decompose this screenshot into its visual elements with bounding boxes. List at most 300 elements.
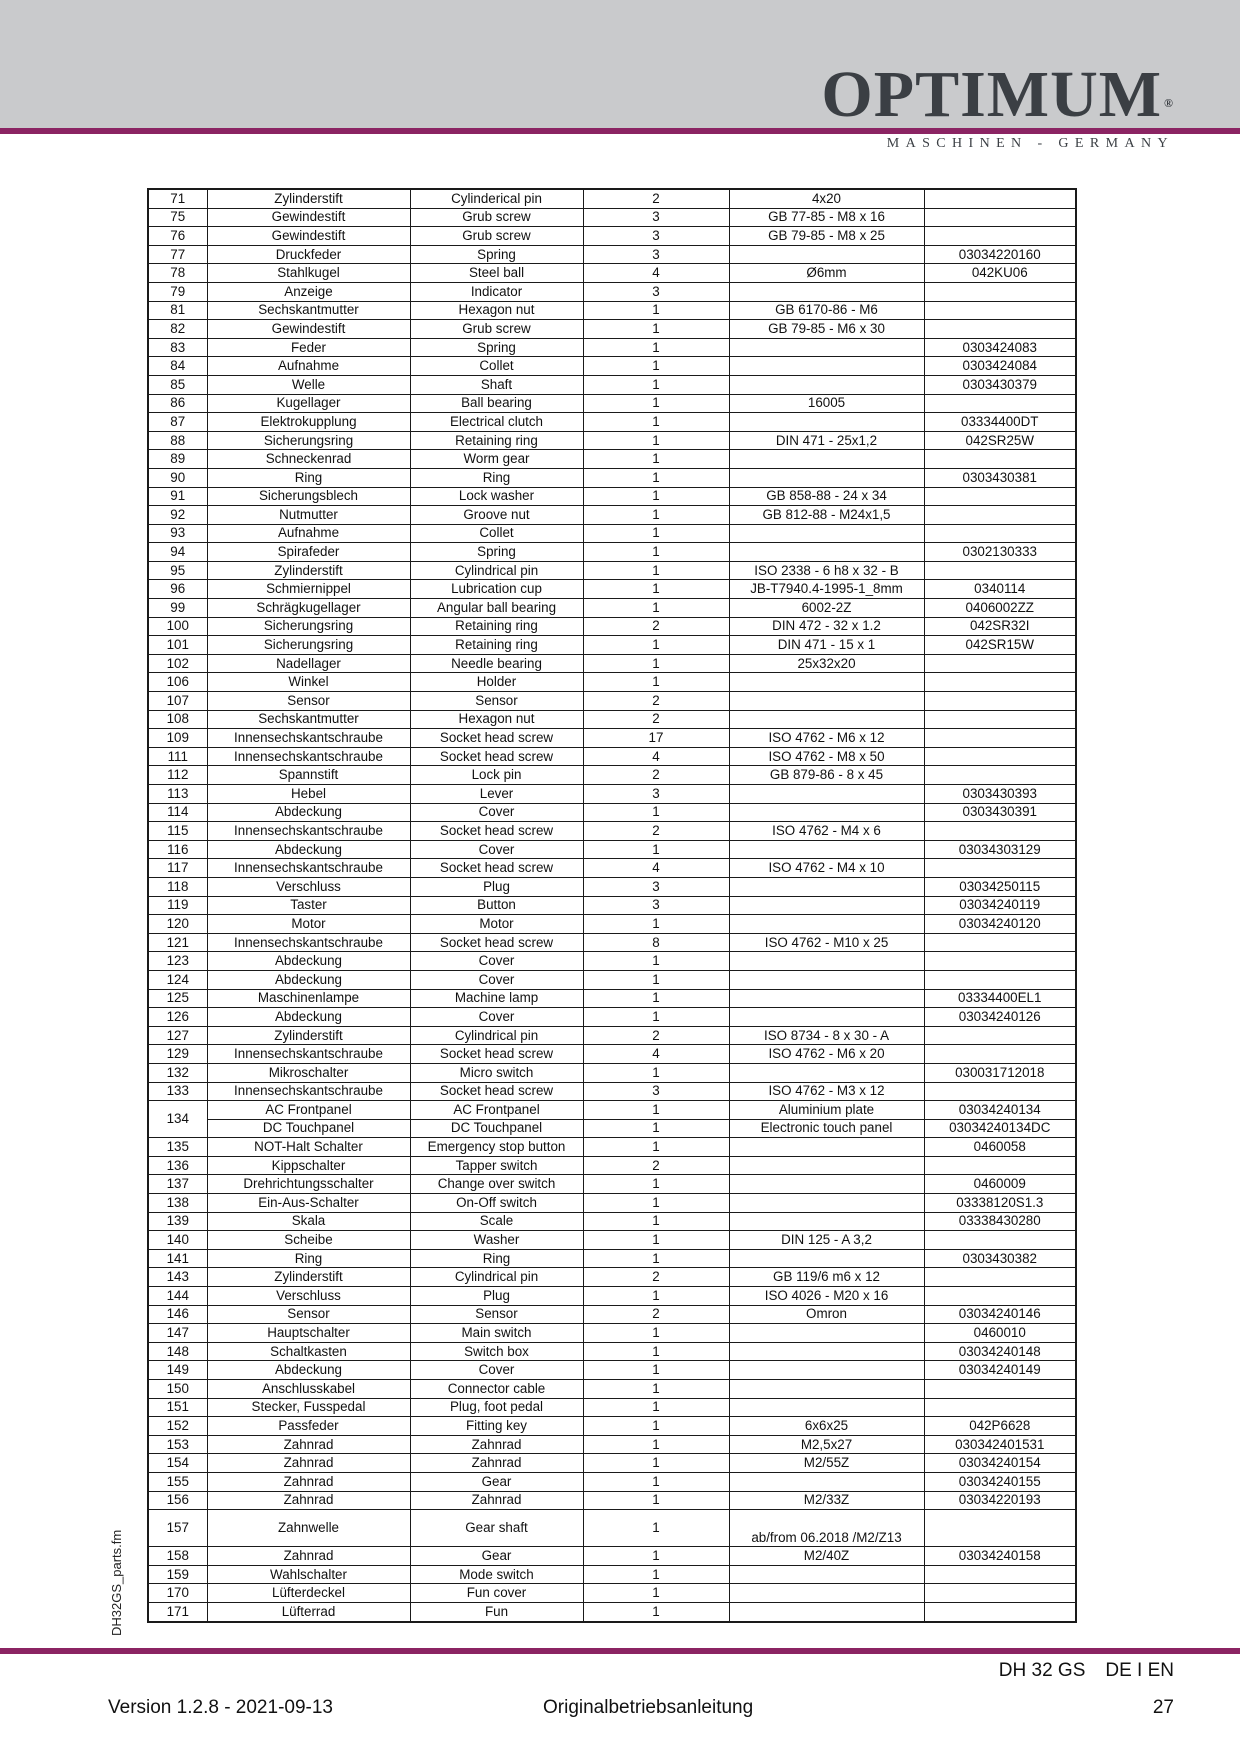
table-row (148, 654, 1076, 673)
table-cell: Cover (410, 970, 583, 989)
table-row (148, 1584, 1076, 1603)
table-cell: Ein-Aus-Schalter (207, 1194, 410, 1213)
table-cell: 3 (583, 877, 729, 896)
table-row (148, 970, 1076, 989)
table-cell: 0460009 (924, 1175, 1076, 1194)
table-cell: Schrägkugellager (207, 599, 410, 618)
table-cell: Socket head screw (410, 859, 583, 878)
table-cell: Taster (207, 896, 410, 915)
table-cell: Zahnwelle (207, 1510, 410, 1547)
table-cell: Wahlschalter (207, 1565, 410, 1584)
table-cell: Groove nut (410, 506, 583, 525)
brand-subtitle: MASCHINEN - GERMANY (886, 136, 1174, 151)
table-cell: Sicherungsring (207, 636, 410, 655)
table-row (148, 301, 1076, 320)
table-row (148, 989, 1076, 1008)
table-cell: GB 77-85 - M8 x 16 (729, 208, 924, 227)
table-cell: Sensor (410, 692, 583, 711)
table-cell: 123 (148, 952, 207, 971)
table-cell: 106 (148, 673, 207, 692)
table-cell: Hauptschalter (207, 1324, 410, 1343)
table-cell: 1 (583, 1510, 729, 1547)
table-cell: Tapper switch (410, 1156, 583, 1175)
table-cell: 1 (583, 375, 729, 394)
table-row (148, 227, 1076, 246)
table-cell: 03034240134 (924, 1101, 1076, 1120)
table-cell: Cylinderical pin (410, 189, 583, 208)
table-cell: 124 (148, 970, 207, 989)
table-cell: Angular ball bearing (410, 599, 583, 618)
table-cell: 03034240155 (924, 1472, 1076, 1491)
table-cell: JB-T7940.4-1995-1_8mm (729, 580, 924, 599)
table-cell: 117 (148, 859, 207, 878)
table-cell: 1 (583, 1491, 729, 1510)
table-cell: Zylinderstift (207, 561, 410, 580)
table-cell: Mikroschalter (207, 1063, 410, 1082)
table-cell: Abdeckung (207, 840, 410, 859)
table-cell: 16005 (729, 394, 924, 413)
table-cell (924, 394, 1076, 413)
table-cell: DIN 471 - 25x1,2 (729, 431, 924, 450)
table-cell: 0460010 (924, 1324, 1076, 1343)
table-cell: Change over switch (410, 1175, 583, 1194)
table-cell: 1 (583, 1398, 729, 1417)
table-cell: 126 (148, 1008, 207, 1027)
table-row (148, 1361, 1076, 1380)
table-cell: 6002-2Z (729, 599, 924, 618)
table-cell: 149 (148, 1361, 207, 1380)
table-cell (729, 1472, 924, 1491)
table-row (148, 282, 1076, 301)
table-cell: 84 (148, 357, 207, 376)
table-cell: 81 (148, 301, 207, 320)
table-cell (729, 896, 924, 915)
table-cell: 030342401531 (924, 1435, 1076, 1454)
table-cell: Cylindrical pin (410, 1026, 583, 1045)
table-cell: Needle bearing (410, 654, 583, 673)
table-cell: Fun (410, 1602, 583, 1621)
table-row (148, 264, 1076, 283)
table-row (148, 1305, 1076, 1324)
table-cell: 042SR32I (924, 617, 1076, 636)
table-cell: 127 (148, 1026, 207, 1045)
table-cell: Mode switch (410, 1565, 583, 1584)
table-cell (729, 245, 924, 264)
table-row (148, 450, 1076, 469)
table-cell: ISO 2338 - 6 h8 x 32 - B (729, 561, 924, 580)
table-cell: 93 (148, 524, 207, 543)
table-cell: Winkel (207, 673, 410, 692)
table-cell: Plug, foot pedal (410, 1398, 583, 1417)
table-cell: 89 (148, 450, 207, 469)
table-row (148, 1472, 1076, 1491)
table-cell: Collet (410, 357, 583, 376)
table-cell: ISO 4762 - M4 x 6 (729, 822, 924, 841)
table-cell: 25x32x20 (729, 654, 924, 673)
table-row (148, 1045, 1076, 1064)
brand-logo (821, 58, 1174, 152)
table-cell (729, 1156, 924, 1175)
table-cell: 03034303129 (924, 840, 1076, 859)
table-cell: 1 (583, 952, 729, 971)
table-cell (729, 1063, 924, 1082)
table-cell: ISO 4762 - M3 x 12 (729, 1082, 924, 1101)
table-cell: AC Frontpanel (207, 1101, 410, 1120)
table-cell: 2 (583, 1026, 729, 1045)
table-cell: On-Off switch (410, 1194, 583, 1213)
footer-model: DH 32 GS (998, 1660, 1086, 1681)
table-cell (729, 468, 924, 487)
table-cell: Sechskantmutter (207, 710, 410, 729)
table-cell: 1 (583, 1119, 729, 1138)
table-row (148, 1175, 1076, 1194)
table-cell: 132 (148, 1063, 207, 1082)
table-cell (924, 1156, 1076, 1175)
table-cell: Innensechskantschraube (207, 1045, 410, 1064)
table-cell: 143 (148, 1268, 207, 1287)
table-cell (729, 673, 924, 692)
table-cell: 157 (148, 1510, 207, 1547)
table-cell: Zahnrad (207, 1491, 410, 1510)
table-cell: 0303430379 (924, 375, 1076, 394)
table-cell: 1 (583, 320, 729, 339)
table-row (148, 245, 1076, 264)
table-cell: 141 (148, 1249, 207, 1268)
table-cell: 120 (148, 915, 207, 934)
table-cell: 1 (583, 580, 729, 599)
table-cell: Retaining ring (410, 636, 583, 655)
table-cell: Nadellager (207, 654, 410, 673)
table-row (148, 1380, 1076, 1399)
table-row (148, 599, 1076, 618)
table-cell: Gewindestift (207, 227, 410, 246)
table-cell: Innensechskantschraube (207, 1082, 410, 1101)
table-row (148, 357, 1076, 376)
table-cell: 042KU06 (924, 264, 1076, 283)
table-cell: 0302130333 (924, 543, 1076, 562)
table-cell: Scheibe (207, 1231, 410, 1250)
table-cell (924, 673, 1076, 692)
table-cell: 1 (583, 506, 729, 525)
table-cell: 0303430381 (924, 468, 1076, 487)
table-cell: Elektrokupplung (207, 413, 410, 432)
table-cell: Innensechskantschraube (207, 933, 410, 952)
table-cell: 113 (148, 785, 207, 804)
table-cell: ISO 4762 - M6 x 12 (729, 729, 924, 748)
table-cell: 1 (583, 543, 729, 562)
table-cell: 1 (583, 1584, 729, 1603)
table-cell: 71 (148, 189, 207, 208)
table-row (148, 822, 1076, 841)
table-cell: Sensor (410, 1305, 583, 1324)
table-row (148, 543, 1076, 562)
table-cell: Grub screw (410, 320, 583, 339)
table-cell: Abdeckung (207, 803, 410, 822)
table-row (148, 673, 1076, 692)
table-cell (924, 320, 1076, 339)
table-cell (924, 561, 1076, 580)
table-cell: Abdeckung (207, 1008, 410, 1027)
table-cell: 3 (583, 227, 729, 246)
table-cell: 140 (148, 1231, 207, 1250)
table-cell: 1 (583, 468, 729, 487)
table-cell (924, 1045, 1076, 1064)
table-cell (924, 1287, 1076, 1306)
table-row (148, 617, 1076, 636)
table-cell: Schneckenrad (207, 450, 410, 469)
table-cell: Cover (410, 840, 583, 859)
table-cell: M2/33Z (729, 1491, 924, 1510)
table-cell: Scale (410, 1212, 583, 1231)
table-cell (729, 877, 924, 896)
footer-version: Version 1.2.8 - 2021-09-13 (108, 1697, 333, 1718)
table-cell (924, 692, 1076, 711)
table-cell: 1 (583, 1565, 729, 1584)
table-cell: Passfeder (207, 1417, 410, 1436)
table-cell: ISO 4762 - M6 x 20 (729, 1045, 924, 1064)
table-cell (924, 1565, 1076, 1584)
table-cell: 154 (148, 1454, 207, 1473)
table-cell: 03034240154 (924, 1454, 1076, 1473)
table-cell: Verschluss (207, 1287, 410, 1306)
table-cell (924, 710, 1076, 729)
table-cell: Spannstift (207, 766, 410, 785)
page-number: 27 (1152, 1697, 1174, 1718)
table-cell: DIN 471 - 15 x 1 (729, 636, 924, 655)
table-cell: GB 79-85 - M8 x 25 (729, 227, 924, 246)
table-cell: Lüfterdeckel (207, 1584, 410, 1603)
table-cell: 144 (148, 1287, 207, 1306)
table-cell: Skala (207, 1212, 410, 1231)
table-cell: 03334400DT (924, 413, 1076, 432)
table-cell: DIN 125 - A 3,2 (729, 1231, 924, 1250)
table-cell: Button (410, 896, 583, 915)
table-cell (924, 952, 1076, 971)
table-cell: 135 (148, 1138, 207, 1157)
table-cell: 042SR25W (924, 431, 1076, 450)
table-cell (924, 301, 1076, 320)
table-cell: Emergency stop button (410, 1138, 583, 1157)
table-cell: Kippschalter (207, 1156, 410, 1175)
table-cell: Zahnrad (207, 1454, 410, 1473)
table-row (148, 766, 1076, 785)
table-cell: Lüfterrad (207, 1602, 410, 1621)
table-cell: 1 (583, 561, 729, 580)
table-cell (924, 1584, 1076, 1603)
footer-lang: DE I EN (1105, 1660, 1174, 1681)
table-cell: Feder (207, 338, 410, 357)
table-cell: 1 (583, 431, 729, 450)
table-cell: 0303424083 (924, 338, 1076, 357)
table-cell (924, 189, 1076, 208)
table-cell (924, 487, 1076, 506)
table-cell: Innensechskantschraube (207, 729, 410, 748)
table-row (148, 1324, 1076, 1343)
table-cell: Zahnrad (410, 1454, 583, 1473)
table-cell: ISO 4026 - M20 x 16 (729, 1287, 924, 1306)
table-cell: Spring (410, 338, 583, 357)
table-cell (729, 1380, 924, 1399)
table-cell: 151 (148, 1398, 207, 1417)
table-cell: Collet (410, 524, 583, 543)
table-cell: 1 (583, 1212, 729, 1231)
table-cell: Druckfeder (207, 245, 410, 264)
table-cell: 3 (583, 896, 729, 915)
table-cell: 102 (148, 654, 207, 673)
table-cell: Sensor (207, 1305, 410, 1324)
table-cell: Gear (410, 1472, 583, 1491)
table-cell: Zylinderstift (207, 1268, 410, 1287)
table-row (148, 1026, 1076, 1045)
table-cell: Steel ball (410, 264, 583, 283)
table-cell: Micro switch (410, 1063, 583, 1082)
table-cell: 03034240120 (924, 915, 1076, 934)
table-cell: Schaltkasten (207, 1342, 410, 1361)
table-cell: Motor (410, 915, 583, 934)
table-cell: 1 (583, 1417, 729, 1436)
table-cell: Indicator (410, 282, 583, 301)
footer-rule (0, 1648, 1240, 1654)
table-cell: Innensechskantschraube (207, 859, 410, 878)
table-cell: Socket head screw (410, 729, 583, 748)
table-cell: 118 (148, 877, 207, 896)
table-cell: 3 (583, 208, 729, 227)
table-cell: 0303424084 (924, 357, 1076, 376)
table-cell: Retaining ring (410, 617, 583, 636)
table-cell: 116 (148, 840, 207, 859)
table-cell (924, 654, 1076, 673)
table-cell: 1 (583, 840, 729, 859)
table-cell: Ball bearing (410, 394, 583, 413)
table-cell: 147 (148, 1324, 207, 1343)
table-cell: 2 (583, 617, 729, 636)
table-cell: 0340114 (924, 580, 1076, 599)
table-cell: 159 (148, 1565, 207, 1584)
table-cell (729, 915, 924, 934)
parts-table (147, 188, 1077, 1623)
table-cell: Spring (410, 543, 583, 562)
table-cell: 4 (583, 747, 729, 766)
table-cell: 76 (148, 227, 207, 246)
table-row (148, 1082, 1076, 1101)
table-cell: 1 (583, 970, 729, 989)
table-cell: GB 858-88 - 24 x 34 (729, 487, 924, 506)
table-row (148, 338, 1076, 357)
table-cell: Electrical clutch (410, 413, 583, 432)
table-cell (729, 952, 924, 971)
table-row (148, 1547, 1076, 1566)
table-cell: Zahnrad (207, 1435, 410, 1454)
table-cell: GB 119/6 m6 x 12 (729, 1268, 924, 1287)
table-cell (729, 840, 924, 859)
brand-name: OPTIMUM (821, 58, 1163, 131)
table-cell: Washer (410, 1231, 583, 1250)
table-cell: 03034240146 (924, 1305, 1076, 1324)
table-cell (729, 1361, 924, 1380)
table-cell (924, 1231, 1076, 1250)
table-cell: 03034240158 (924, 1547, 1076, 1566)
table-cell: Switch box (410, 1342, 583, 1361)
table-cell (729, 1584, 924, 1603)
table-cell: Abdeckung (207, 970, 410, 989)
table-cell: Ring (207, 1249, 410, 1268)
table-cell: 2 (583, 710, 729, 729)
table-row (148, 1249, 1076, 1268)
table-cell: 1 (583, 1194, 729, 1213)
table-cell: Cylindrical pin (410, 561, 583, 580)
table-cell: Cylindrical pin (410, 1268, 583, 1287)
table-cell: 1 (583, 1249, 729, 1268)
table-cell: Shaft (410, 375, 583, 394)
table-row (148, 692, 1076, 711)
table-cell: 87 (148, 413, 207, 432)
table-cell (729, 1249, 924, 1268)
table-cell (924, 282, 1076, 301)
table-cell: 1 (583, 673, 729, 692)
table-cell: 1 (583, 1063, 729, 1082)
table-row (148, 710, 1076, 729)
table-cell (729, 710, 924, 729)
table-cell: Zahnrad (207, 1472, 410, 1491)
table-row (148, 1194, 1076, 1213)
table-row (148, 1602, 1076, 1621)
table-cell: Stecker, Fusspedal (207, 1398, 410, 1417)
table-cell: 119 (148, 896, 207, 915)
table-cell: 8 (583, 933, 729, 952)
table-cell: Socket head screw (410, 747, 583, 766)
table-cell (924, 729, 1076, 748)
table-cell: GB 879-86 - 8 x 45 (729, 766, 924, 785)
table-cell: Nutmutter (207, 506, 410, 525)
table-cell: 94 (148, 543, 207, 562)
table-cell: Plug (410, 1287, 583, 1306)
table-cell: 6x6x25 (729, 1417, 924, 1436)
table-row (148, 1063, 1076, 1082)
table-cell (729, 357, 924, 376)
table-cell: Motor (207, 915, 410, 934)
table-cell: 107 (148, 692, 207, 711)
table-cell: 1 (583, 1472, 729, 1491)
table-cell: 1 (583, 654, 729, 673)
table-cell: 1 (583, 1435, 729, 1454)
table-cell: Grub screw (410, 227, 583, 246)
table-row (148, 1101, 1076, 1120)
table-cell: Spring (410, 245, 583, 264)
table-cell: 0303430391 (924, 803, 1076, 822)
table-row (148, 1454, 1076, 1473)
table-cell: 03034240149 (924, 1361, 1076, 1380)
table-cell (924, 506, 1076, 525)
table-cell: GB 812-88 - M24x1,5 (729, 506, 924, 525)
table-cell: 1 (583, 1380, 729, 1399)
table-cell: 1 (583, 1602, 729, 1621)
table-cell: Welle (207, 375, 410, 394)
table-row (148, 1342, 1076, 1361)
table-cell: 1 (583, 989, 729, 1008)
table-row (148, 524, 1076, 543)
table-row (148, 1510, 1076, 1547)
table-row (148, 803, 1076, 822)
table-row (148, 952, 1076, 971)
table-cell (729, 970, 924, 989)
table-cell: Maschinenlampe (207, 989, 410, 1008)
table-cell: ISO 4762 - M8 x 50 (729, 747, 924, 766)
table-cell (729, 450, 924, 469)
table-cell: 125 (148, 989, 207, 1008)
table-cell: Gewindestift (207, 320, 410, 339)
table-cell: Connector cable (410, 1380, 583, 1399)
table-row (148, 468, 1076, 487)
